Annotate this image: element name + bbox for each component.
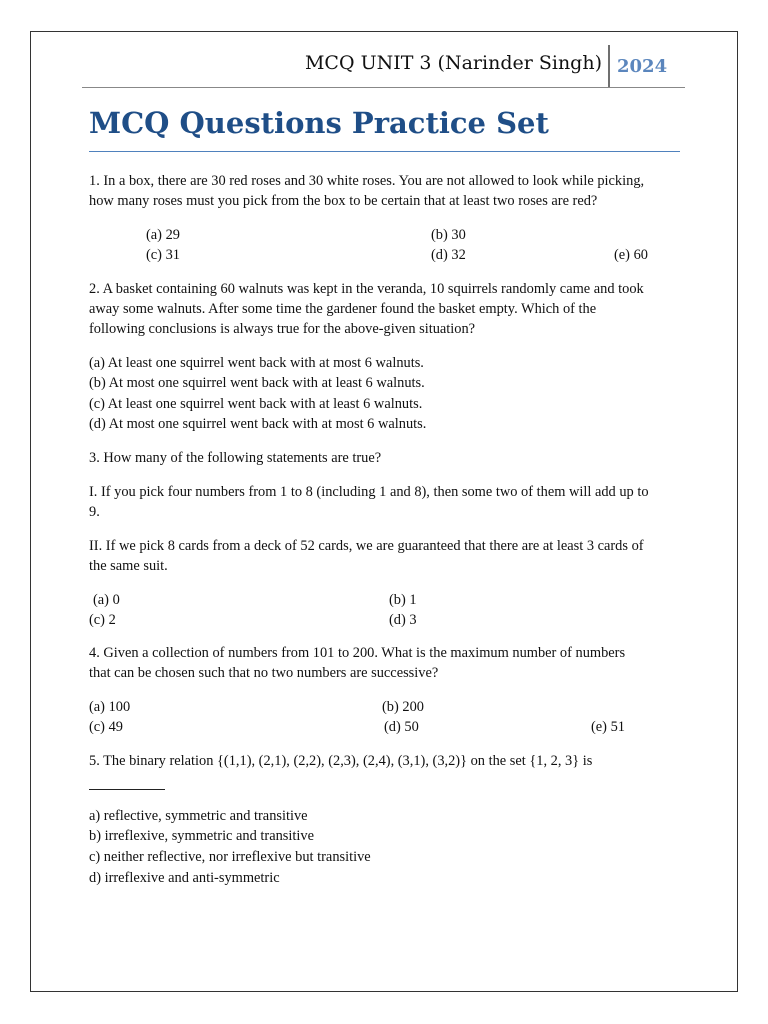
q4-option-c: (c) 49 [89, 719, 123, 735]
q2-option-d: (d) At most one squirrel went back with at most 6 walnuts. [89, 416, 427, 432]
question-3-line-1: 3. How many of the following statements are true? [89, 450, 382, 466]
question-4-line-2: that can be chosen such that no two numbers are successive? [89, 665, 439, 681]
q3-option-d: (d) 3 [389, 612, 417, 628]
question-1-line-2: how many roses must you pick from the box to be certain that at least two roses are red? [89, 193, 598, 209]
q3-option-c: (c) 2 [89, 612, 116, 628]
q1-option-b: (b) 30 [431, 227, 466, 243]
q3-statement-1-line-1: I. If you pick four numbers from 1 to 8 (including 1 and 8), then some two of them will add up to [89, 484, 649, 500]
q1-option-e: (e) 60 [614, 247, 648, 263]
q5-option-a: a) reflective, symmetric and transitive [89, 808, 308, 824]
q2-option-c: (c) At least one squirrel went back with at least 6 walnuts. [89, 396, 423, 412]
question-1-line-1: 1. In a box, there are 30 red roses and 30 white roses. You are not allowed to look while picking, [89, 173, 645, 189]
q3-statement-2-line-2: the same suit. [89, 558, 168, 574]
q3-statement-2-line-1: II. If we pick 8 cards from a deck of 52 cards, we are guaranteed that there are at least 3 cards of [89, 538, 644, 554]
q5-option-c: c) neither reflective, nor irreflexive but transitive [89, 849, 371, 865]
q5-option-b: b) irreflexive, symmetric and transitive [89, 828, 314, 844]
q2-option-b: (b) At most one squirrel went back with at least 6 walnuts. [89, 375, 425, 391]
title-rule [89, 151, 680, 152]
page-title: MCQ Questions Practice Set [89, 106, 549, 140]
question-5-line-1: 5. The binary relation {(1,1), (2,1), (2,2), (2,3), (2,4), (3,1), (3,2)} on the set {1, 2, 3} is [89, 753, 593, 769]
header-rule [82, 87, 685, 88]
question-4-line-1: 4. Given a collection of numbers from 101 to 200. What is the maximum number of numbers [89, 645, 626, 661]
header-title: MCQ UNIT 3 (Narinder Singh) [304, 52, 602, 74]
q4-option-e: (e) 51 [591, 719, 625, 735]
question-2-line-3: following conclusions is always true for the above-given situation? [89, 321, 476, 337]
header-year: 2024 [617, 56, 668, 77]
header-divider [608, 45, 610, 88]
q4-option-d: (d) 50 [384, 719, 419, 735]
q1-option-a: (a) 29 [146, 227, 180, 243]
question-2-line-2: away some walnuts. After some time the gardener found the basket empty. Which of the [89, 301, 597, 317]
q3-option-a: (a) 0 [93, 592, 120, 608]
q5-option-d: d) irreflexive and anti-symmetric [89, 870, 280, 886]
q1-option-c: (c) 31 [146, 247, 180, 263]
answer-blank [89, 789, 165, 790]
q4-option-a: (a) 100 [89, 699, 131, 715]
q4-option-b: (b) 200 [382, 699, 424, 715]
q3-option-b: (b) 1 [389, 592, 417, 608]
q1-option-d: (d) 32 [431, 247, 466, 263]
q2-option-a: (a) At least one squirrel went back with at most 6 walnuts. [89, 355, 424, 371]
question-2-line-1: 2. A basket containing 60 walnuts was kept in the veranda, 10 squirrels randomly came and took [89, 281, 644, 297]
q3-statement-1-line-2: 9. [89, 504, 100, 520]
